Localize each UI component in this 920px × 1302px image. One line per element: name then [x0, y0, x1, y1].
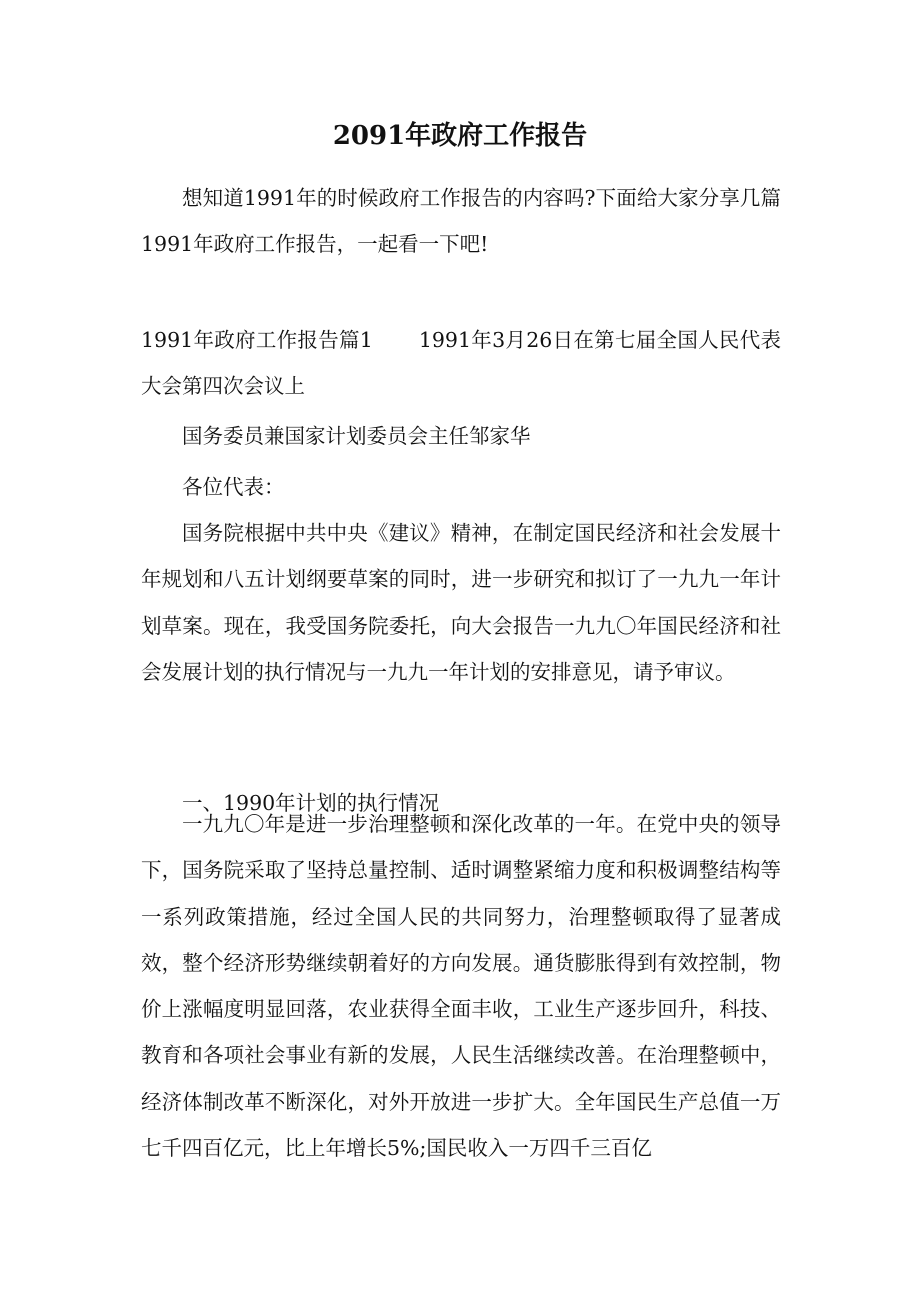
document-title: 2091年政府工作报告	[332, 121, 588, 151]
body-paragraph-1: 国务院根据中共中央《建议》精神，在制定国民经济和社会发展十年规划和八五计划纲要草案的同时，进一步研究和拟订了一九九一年计划草案。现在，我受国务院委托，向大会报告一九九〇年国民经济和社会发展计划的执行情况与一九九一年计划的安排意见，请予审议。	[141, 521, 781, 684]
body-paragraph-2: 一九九〇年是进一步治理整顿和深化改革的一年。在党中央的领导下，国务院采取了坚持总量控制、适时调整紧缩力度和积极调整结构等一系列政策措施，经过全国人民的共同努力，治理整顿取得了显著成效，整个经济形势继续朝着好的方向发展。通货膨胀得到有效控制，物价上涨幅度明显回落，农业获得全面丰收，工业生产逐步回升，科技、教育和各项社会事业有新的发展，人民生活继续改善。在治理整顿中，经济体制改革不断深化，对外开放进一步扩大。全年国民生产总值一万七千四百亿元，比上年增长5%;国民收入一万四千三百亿	[141, 812, 781, 1161]
salutation: 各位代表：	[182, 475, 285, 499]
section-heading-block	[141, 317, 781, 410]
speaker-line: 国务委员兼国家计划委员会主任邹家华	[182, 424, 531, 448]
section-date: 1991年3月26日在第七届全国人民代表大会第四次会议上	[141, 328, 781, 399]
intro-paragraph: 想知道1991年的时候政府工作报告的内容吗?下面给大家分享几篇1991年政府工作报告，一起看一下吧!	[141, 186, 781, 257]
subheading-1: 一、1990年计划的执行情况	[182, 791, 440, 815]
section-heading: 1991年政府工作报告篇1	[141, 328, 373, 352]
